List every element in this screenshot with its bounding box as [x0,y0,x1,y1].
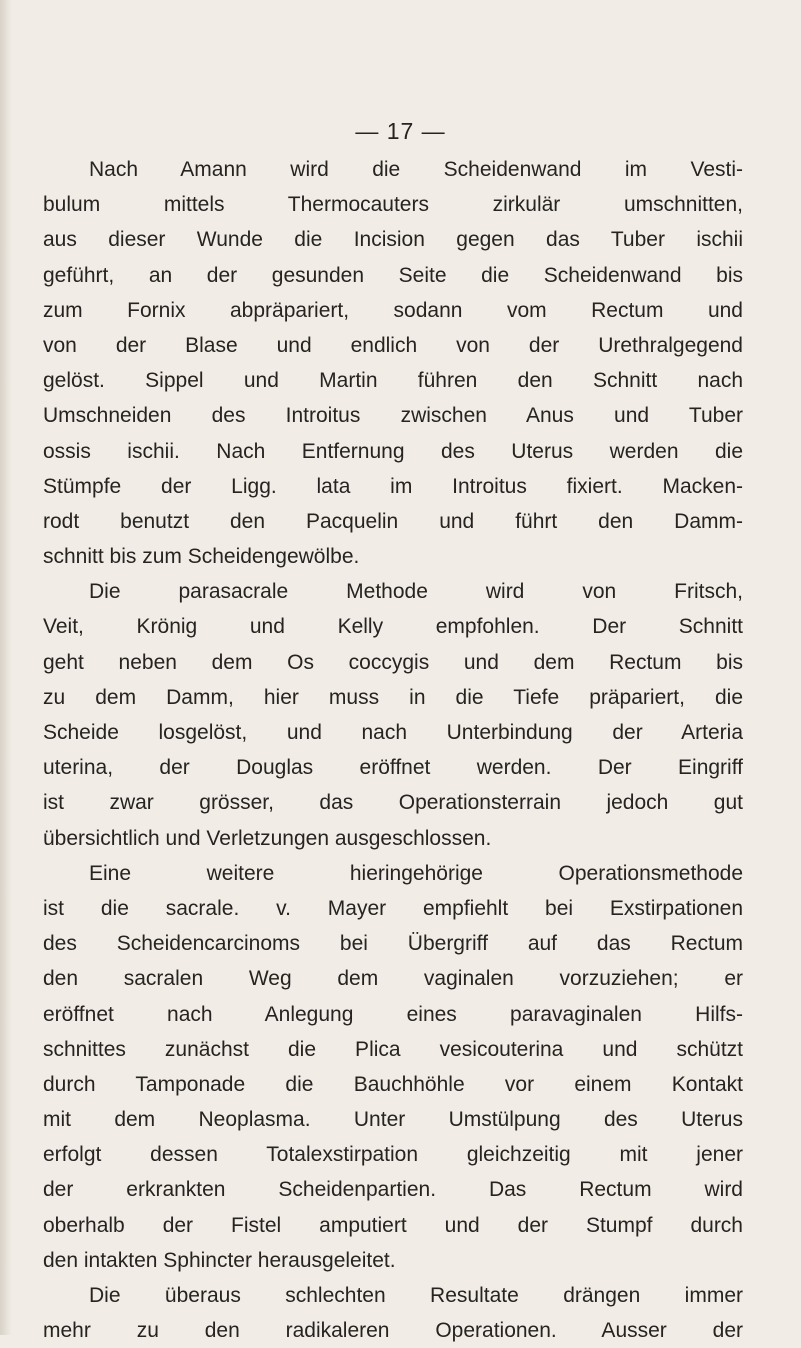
text-line: rodt benutzt den Pacquelin und führt den Damm- [43,509,743,533]
text-line: Eine weitere hieringehörige Operationsmethode [89,861,743,885]
text-line: Die parasacrale Methode wird von Fritsch, [89,580,743,604]
text-line: ist die sacrale. v. Mayer empfiehlt bei Exstirpationen [43,896,743,920]
text-line: durch Tamponade die Bauchhöhle vor einem Kontakt [43,1072,743,1096]
body-text [43,152,743,1348]
text-line: aus dieser Wunde die Incision gegen das Tuber ischii [43,228,743,252]
text-line: schnitt bis zum Scheidengewölbe. [43,545,360,569]
text-line: uterina, der Douglas eröffnet werden. Der Eingriff [43,756,743,780]
text-line: gelöst. Sippel und Martin führen den Schnitt nach [43,369,743,393]
text-line: eröffnet nach Anlegung eines paravaginalen Hilfs- [43,1002,743,1026]
text-line: zu dem Damm, hier muss in die Tiefe präpariert, die [43,685,743,709]
text-line: von der Blase und endlich von der Urethralgegend [43,333,743,357]
text-line: Nach Amann wird die Scheidenwand im Vesti- [89,158,743,181]
text-line: Umschneiden des Introitus zwischen Anus und Tuber [43,404,743,428]
page-number: — 17 — [355,118,446,144]
text-line: zum Fornix abpräpariert, sodann vom Rectum und [43,298,743,322]
text-line: Die überaus schlechten Resultate drängen immer [89,1284,743,1307]
text-line: Scheide losgelöst, und nach Unterbindung der Arteria [43,721,743,744]
text-line: den intakten Sphincter herausgeleitet. [43,1248,396,1272]
text-line: bulum mittels Thermocauters zirkulär umschnitten, [43,193,743,217]
text-line: den sacralen Weg dem vaginalen vorzuziehen; er [43,967,743,991]
text-line: übersichtlich und Verletzungen ausgeschlossen. [43,826,492,850]
text-line: mehr zu den radikaleren Operationen. Ausser der [43,1319,743,1343]
text-line: erfolgt dessen Totalexstirpation gleichzeitig mit jener [43,1143,743,1167]
text-line: geführt, an der gesunden Seite die Scheidenwand bis [43,263,743,287]
text-line: ossis ischii. Nach Entfernung des Uterus werden die [43,439,743,463]
text-line: geht neben dem Os coccygis und dem Rectum bis [43,650,743,674]
text-line: schnittes zunächst die Plica vesicouterina und schützt [43,1037,743,1061]
text-line: oberhalb der Fistel amputiert und der Stumpf durch [43,1213,743,1237]
text-line: Stümpfe der Ligg. lata im Introitus fixiert. Macken- [43,474,743,498]
text-line: der erkrankten Scheidenpartien. Das Rectum wird [43,1178,743,1202]
text-line: Veit, Krönig und Kelly empfohlen. Der Schnitt [43,615,743,639]
text-line: ist zwar grösser, das Operationsterrain jedoch gut [43,791,743,815]
text-line: mit dem Neoplasma. Unter Umstülpung des Uterus [43,1108,743,1132]
text-line: des Scheidencarcinoms bei Übergriff auf das Rectum [43,932,743,956]
page-edge-shadow [0,0,12,1335]
